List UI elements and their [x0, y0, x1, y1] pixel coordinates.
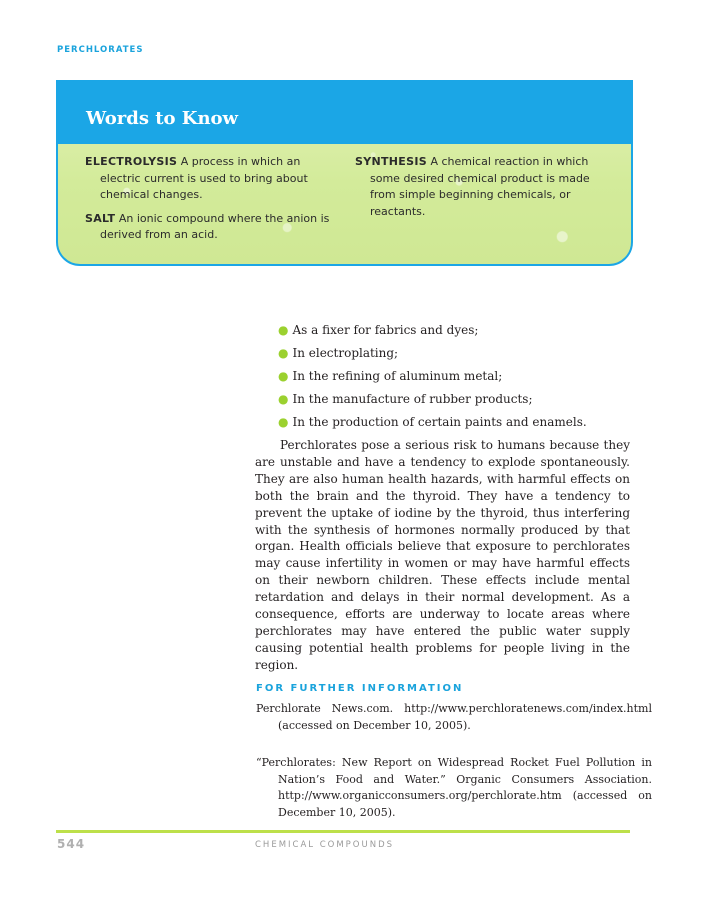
uses-bullet-list: [278, 321, 587, 436]
bullet-icon: ●: [278, 392, 289, 406]
glossary-column-left: [85, 154, 340, 251]
list-item: ● In the refining of aluminum metal;: [278, 369, 503, 383]
reference-entry: Perchlorate News.com. http://www.perchloratenews.com/index.html (accessed on December 10, 2005).: [256, 702, 652, 732]
words-to-know-box: [56, 80, 633, 266]
bullet-icon: ●: [278, 323, 289, 337]
body-paragraph: Perchlorates pose a serious risk to humans because they are unstable and have a tendency to explode spontaneously. They are also human health hazards, with harmful effects on both the brain and the thyroid. They have a tendency to prevent the uptake of iodine by the thyroid, thus interfering with the synthesis of hormones normally produced by that organ. Health officials believe that exposure to perchlorates may cause infertility in women or may have harmful effects on their newborn children. These effects include mental retardation and delays in their normal development. As a consequence, efforts are underway to locate areas where perchlorates may have entered the public water supply causing potential health problems for people living in the region.: [255, 438, 630, 672]
bullet-icon: ●: [278, 415, 289, 429]
glossary-column-right: [355, 154, 605, 227]
list-item: ● As a fixer for fabrics and dyes;: [278, 323, 479, 337]
footer-rule: [56, 830, 630, 833]
glossary-definition: A process in which an electric current is used to bring about chemical changes.: [100, 155, 308, 201]
glossary-term: SALT: [85, 211, 116, 225]
words-to-know-title: Words to Know: [86, 108, 239, 129]
reference-entry: “Perchlorates: New Report on Widespread Rocket Fuel Pollution in Nation’s Food and Water.” Organic Consumers Association. http://www.organicconsumers.org/perchlorate.htm (accessed on December 10, 2005).: [256, 756, 652, 819]
glossary-entry: [85, 211, 340, 244]
glossary-definition: An ionic compound where the anion is derived from an acid.: [100, 211, 330, 241]
page-number: 544: [57, 837, 86, 851]
list-item: ● In the manufacture of rubber products;: [278, 392, 533, 406]
glossary-term: ELECTROLYSIS: [85, 155, 178, 168]
glossary-term: SYNTHESIS: [355, 155, 427, 168]
book-title: CHEMICAL COMPOUNDS: [255, 840, 395, 850]
bullet-icon: ●: [278, 346, 289, 360]
running-head: PERCHLORATES: [57, 45, 144, 55]
list-item: ● In the production of certain paints and enamels.: [278, 415, 587, 429]
list-item: ● In electroplating;: [278, 346, 399, 360]
glossary-definition: A chemical reaction in which some desired chemical product is made from simple beginning chemicals, or reactants.: [370, 155, 590, 218]
further-info-heading: FOR FURTHER INFORMATION: [256, 683, 464, 694]
glossary-entry: [85, 154, 340, 204]
glossary-entry: [355, 154, 605, 220]
bullet-icon: ●: [278, 369, 289, 383]
